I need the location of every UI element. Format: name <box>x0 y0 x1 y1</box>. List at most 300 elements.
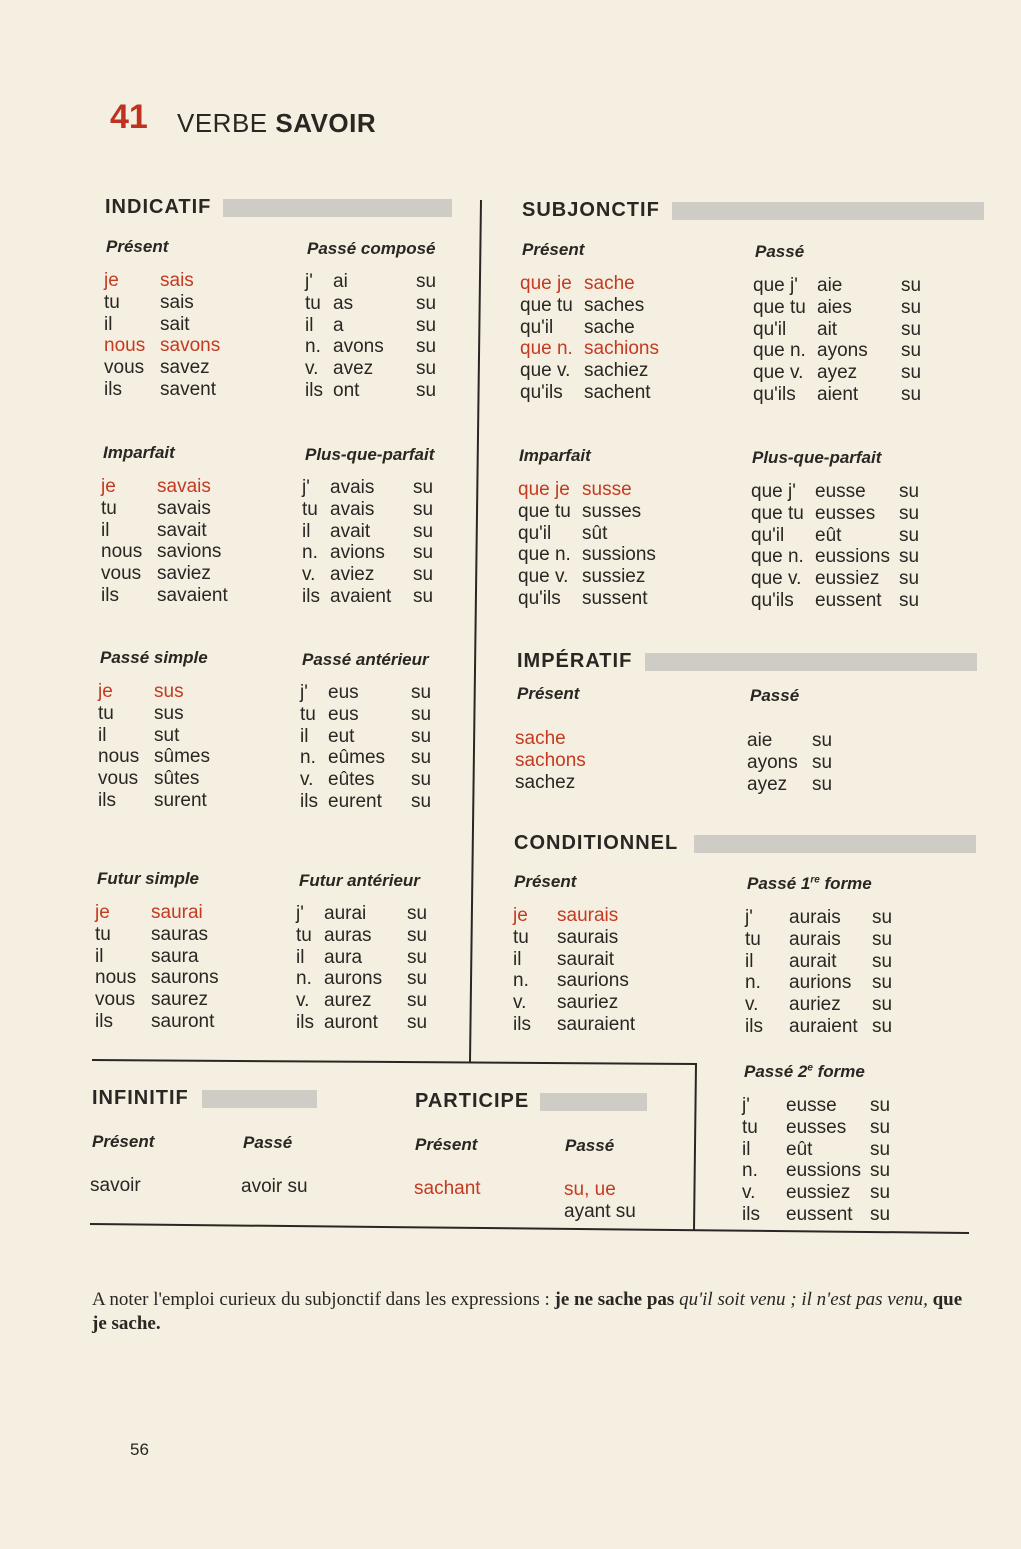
conjugation-cell: aie <box>817 275 843 296</box>
conjugation-cell: su <box>407 990 428 1012</box>
conjugation-row <box>515 728 665 750</box>
conjugation-cell: eusse <box>786 1095 837 1116</box>
conjugation-cell: eurent <box>328 790 382 812</box>
conjugation-row <box>515 750 665 772</box>
conjugation-row <box>101 476 251 498</box>
conjugation-cell: su <box>899 502 920 524</box>
conjugation-cell: su <box>416 336 437 358</box>
conjugation-cell: eût <box>786 1138 813 1160</box>
conjugation-row <box>95 924 245 946</box>
conjugation-cell: avait <box>330 520 371 542</box>
conjugation-row <box>300 704 450 726</box>
conjugation-cell: su <box>899 546 920 568</box>
conjugation-cell: saches <box>584 294 645 316</box>
conjugation-cell: su <box>901 275 922 296</box>
conjugation-cell: ils <box>302 585 320 607</box>
conjugation-row <box>302 477 452 499</box>
conjugation-cell: eussions <box>786 1160 861 1182</box>
conjugation-cell: n. <box>745 972 761 994</box>
conjugation-cell: tu <box>745 928 761 950</box>
tense-label: Présent <box>514 872 577 891</box>
section-imperatif <box>517 650 977 672</box>
conjugation-row <box>518 523 678 545</box>
conjugation-cell: que v. <box>751 568 802 590</box>
conjugation-row <box>520 360 680 382</box>
conjugation-cell: a <box>333 314 344 336</box>
conjugation-cell: su <box>901 318 922 340</box>
conjugation-row <box>296 1012 446 1034</box>
conjugation-cell: tu <box>98 702 114 724</box>
conjugation-cell: n. <box>296 968 312 990</box>
conjugation-cell: su <box>413 564 434 586</box>
section-imperatif-label: IMPÉRATIF <box>517 650 633 672</box>
conjugation-cell: sachions <box>584 338 659 360</box>
conjugation-cell: vous <box>101 563 142 585</box>
conjugation-row <box>747 752 897 774</box>
conjugation-row <box>520 273 680 295</box>
conjugation-cell: ayons <box>817 340 868 362</box>
tense-label: Plus-que-parfait <box>752 448 882 467</box>
conjugation-row <box>95 902 245 924</box>
conjugation-cell: n. <box>742 1160 758 1182</box>
conjugation-cell: saurons <box>151 967 219 989</box>
title-verb: SAVOIR <box>275 108 377 138</box>
conjugation-cell: qu'ils <box>520 381 563 403</box>
conjugation-cell: su <box>899 589 920 611</box>
verb-number: 41 <box>110 98 148 136</box>
conjugation-cell: tu <box>300 703 316 725</box>
conjugation-cell: auriez <box>789 994 841 1016</box>
conjugation-cell: saurais <box>557 905 619 926</box>
conjugation-row <box>101 563 251 585</box>
usage-note <box>92 1288 977 1336</box>
note-bold: que je sache. <box>92 1289 963 1334</box>
tense-label: Plus-que-parfait <box>305 445 435 464</box>
conjugation-cell: que tu <box>520 294 573 316</box>
conjugation-cell: ai <box>333 271 348 292</box>
conjugation-cell: que tu <box>753 296 806 318</box>
conjugation-cell: su <box>411 703 432 725</box>
conjugation-row <box>302 564 452 586</box>
conjugation-row <box>753 297 928 319</box>
conjugation-cell: il <box>302 520 311 542</box>
conj-indicatif-futur-simple <box>95 902 245 1033</box>
conjugation-cell: su <box>411 747 432 769</box>
conjugation-cell: su <box>411 769 432 791</box>
conjugation-row <box>753 340 928 362</box>
conjugation-cell: v. <box>300 769 314 791</box>
conjugation-cell: ils <box>98 789 116 811</box>
conjugation-cell: eusses <box>815 502 876 524</box>
conjugation-cell: su <box>901 296 922 318</box>
conjugation-cell: aura <box>324 946 363 968</box>
conjugation-cell: sauraient <box>557 1013 636 1035</box>
conj-indicatif-present <box>104 270 254 401</box>
conjugation-row <box>742 1182 902 1204</box>
conjugation-row <box>305 315 455 337</box>
participe-passe: su, ue <box>564 1179 616 1200</box>
conjugation-row <box>98 703 248 725</box>
conjugation-row <box>98 681 248 703</box>
conjugation-row <box>296 968 446 990</box>
conjugation-row <box>95 946 245 968</box>
conjugation-cell: su <box>872 928 893 950</box>
conjugation-cell: saurai <box>151 902 203 923</box>
conjugation-cell: ils <box>300 790 318 812</box>
conjugation-cell: n. <box>305 336 321 358</box>
conjugation-row <box>747 774 897 796</box>
conjugation-cell: eussions <box>815 546 890 568</box>
conjugation-cell: aie <box>747 730 773 751</box>
conjugation-row <box>520 338 680 360</box>
conjugation-cell: que v. <box>753 362 804 384</box>
conjugation-row <box>300 726 450 748</box>
conjugation-cell: su <box>413 520 434 542</box>
conjugation-row <box>305 336 455 358</box>
conjugation-cell: v. <box>513 992 527 1014</box>
conjugation-cell: saurais <box>557 926 619 948</box>
conjugation-cell: je <box>513 905 528 926</box>
conjugation-cell: sachent <box>584 381 651 403</box>
conjugation-cell: saurez <box>151 989 209 1011</box>
conj-subjonctif-plus-que-parfait <box>751 481 926 612</box>
note-bold: je ne sache pas <box>554 1289 675 1310</box>
tense-label: Futur antérieur <box>299 871 420 890</box>
tense-label: Passé antérieur <box>302 650 429 669</box>
conjugation-cell: nous <box>104 335 146 357</box>
conjugation-cell: vous <box>104 357 145 379</box>
conjugation-cell: sussions <box>582 544 656 566</box>
conjugation-cell: avez <box>333 358 374 380</box>
section-infinitif <box>92 1087 317 1109</box>
infinitif-present: savoir <box>90 1175 141 1196</box>
conjugation-cell: sachiez <box>584 360 649 382</box>
infinitif-top-rule <box>92 1060 697 1064</box>
conjugation-cell: v. <box>305 358 319 380</box>
conjugation-cell: ils <box>742 1203 760 1225</box>
conjugation-row <box>753 319 928 341</box>
conjugation-cell: j' <box>302 477 310 498</box>
conjugation-cell: savait <box>157 519 207 541</box>
conjugation-row <box>104 357 254 379</box>
conjugation-row <box>742 1117 902 1139</box>
conjugation-cell: saurions <box>557 970 629 992</box>
conjugation-cell: savais <box>157 476 211 497</box>
conjugation-cell: sauriez <box>557 992 619 1014</box>
conjugation-cell: il <box>300 725 309 747</box>
conjugation-cell: je <box>95 902 110 923</box>
section-subjonctif <box>522 199 984 221</box>
conjugation-cell: tu <box>95 923 111 945</box>
conjugation-cell: je <box>98 681 113 702</box>
conjugation-cell: que tu <box>751 502 804 524</box>
conjugation-cell: ils <box>101 584 119 606</box>
conjugation-cell: su <box>416 292 437 314</box>
conjugation-cell: il <box>104 313 113 335</box>
conjugation-cell: tu <box>101 497 117 519</box>
conjugation-row <box>745 951 905 973</box>
conjugation-cell: ils <box>305 379 323 401</box>
tense-label: Imparfait <box>103 443 175 462</box>
conjugation-row <box>302 521 452 543</box>
conjugation-cell: eussent <box>786 1203 853 1225</box>
conjugation-cell: nous <box>95 967 137 989</box>
conjugation-cell: vous <box>98 768 139 790</box>
conjugation-cell: saurait <box>557 948 615 970</box>
conjugation-row <box>751 503 926 525</box>
conjugation-row <box>300 682 450 704</box>
conjugation-row <box>300 769 450 791</box>
conjugation-row <box>513 1014 663 1036</box>
conjugation-row <box>745 1016 905 1038</box>
conjugation-cell: sut <box>154 724 180 746</box>
tense-label: Passé <box>750 686 800 705</box>
section-conditionnel-label: CONDITIONNEL <box>514 832 679 854</box>
conjugation-row <box>518 544 678 566</box>
conjugation-cell: surent <box>154 789 207 811</box>
conjugation-cell: su <box>416 271 437 292</box>
conjugation-row <box>95 967 245 989</box>
conjugation-cell: su <box>899 481 920 502</box>
conjugation-cell: nous <box>101 541 143 563</box>
conjugation-row <box>305 271 455 293</box>
conjugation-row <box>98 790 248 812</box>
conjugation-cell: eût <box>815 524 842 546</box>
conjugation-row <box>305 293 455 315</box>
conjugation-cell: qu'il <box>751 524 785 546</box>
conjugation-cell: aurais <box>789 928 841 950</box>
conjugation-cell: su <box>870 1182 891 1204</box>
conjugation-cell: vous <box>95 989 136 1011</box>
conjugation-cell: su <box>416 358 437 380</box>
conjugation-cell: tu <box>742 1116 758 1138</box>
conjugation-row <box>515 772 665 794</box>
conjugation-cell: sussiez <box>582 566 646 588</box>
conjugation-cell: nous <box>98 746 140 768</box>
conjugation-cell: v. <box>296 990 310 1012</box>
conj-indicatif-passe-anterieur <box>300 682 450 813</box>
conjugation-cell: sus <box>154 702 184 724</box>
conjugation-cell: eus <box>328 703 359 725</box>
conjugation-row <box>300 791 450 813</box>
tense-label: Présent <box>92 1132 155 1151</box>
conjugation-cell: qu'il <box>520 316 554 338</box>
conjugation-cell: aies <box>817 296 852 318</box>
conjugation-row <box>302 542 452 564</box>
section-infinitif-label: INFINITIF <box>92 1087 189 1109</box>
conjugation-row <box>745 994 905 1016</box>
conjugation-cell: v. <box>745 994 759 1016</box>
conjugation-cell: ils <box>95 1010 113 1032</box>
tense-label: Présent <box>517 684 580 703</box>
conjugation-cell: su <box>901 383 922 405</box>
conjugation-row <box>751 568 926 590</box>
note-text: A noter l'emploi curieux du subjonctif dans les expressions : <box>92 1289 555 1310</box>
conjugation-cell: j' <box>300 682 308 703</box>
conjugation-cell: eussent <box>815 589 882 611</box>
conjugation-cell: su <box>413 585 434 607</box>
conjugation-row <box>520 382 680 404</box>
conjugation-cell: su <box>872 994 893 1016</box>
conjugation-row <box>101 520 251 542</box>
conjugation-cell: tu <box>296 924 312 946</box>
section-participe <box>415 1090 647 1112</box>
participe-present: sachant <box>414 1178 481 1199</box>
conjugation-cell: su <box>872 950 893 972</box>
conjugation-cell: il <box>95 945 104 967</box>
conjugation-cell: que v. <box>518 566 569 588</box>
participe-right-rule <box>694 1064 696 1230</box>
conjugation-row <box>95 989 245 1011</box>
conjugation-cell: sus <box>154 681 184 702</box>
conjugation-row <box>745 929 905 951</box>
conjugation-row <box>751 481 926 503</box>
conjugation-row <box>101 585 251 607</box>
conjugation-row <box>751 590 926 612</box>
conjugation-cell: que n. <box>520 338 573 360</box>
tense-label: Présent <box>522 240 585 259</box>
section-band <box>202 1090 317 1108</box>
conjugation-cell: qu'ils <box>518 587 561 609</box>
conjugation-cell: avais <box>330 477 375 498</box>
conjugation-cell: ayons <box>747 751 798 773</box>
conjugation-cell: il <box>745 950 754 972</box>
conjugation-row <box>296 990 446 1012</box>
conjugation-cell: su <box>812 751 833 773</box>
conjugation-row <box>753 275 928 297</box>
conjugation-cell: que tu <box>518 500 571 522</box>
conjugation-cell: aient <box>817 383 859 405</box>
conjugation-cell: eûtes <box>328 769 375 791</box>
conjugation-cell: il <box>98 724 107 746</box>
conjugation-row <box>745 907 905 929</box>
conjugation-cell: eut <box>328 725 355 747</box>
conjugation-cell: sache <box>515 728 566 749</box>
conjugation-cell: su <box>413 542 434 564</box>
conjugation-cell: ils <box>104 378 122 400</box>
conjugation-cell: sûmes <box>154 746 210 768</box>
conjugation-row <box>518 588 678 610</box>
tense-label: Passé 2e forme <box>744 1062 865 1081</box>
conjugation-row <box>751 525 926 547</box>
conjugation-cell: j' <box>742 1095 750 1116</box>
section-indicatif <box>105 196 452 218</box>
conjugation-row <box>104 270 254 292</box>
conjugation-row <box>742 1204 902 1226</box>
conjugation-row <box>513 992 663 1014</box>
conjugation-row <box>104 292 254 314</box>
conjugation-cell: sais <box>160 291 194 313</box>
conjugation-cell: avais <box>330 498 375 520</box>
conjugation-cell: avaient <box>330 585 392 607</box>
conjugation-cell: su <box>872 1015 893 1037</box>
center-divider <box>470 200 481 1062</box>
conjugation-row <box>98 768 248 790</box>
section-band <box>672 202 984 220</box>
conjugation-cell: saura <box>151 945 199 967</box>
conj-conditionnel-passe-1 <box>745 907 905 1038</box>
tense-label: Imparfait <box>519 446 591 465</box>
conj-imperatif-present <box>515 728 665 793</box>
conjugation-cell: su <box>870 1116 891 1138</box>
conjugation-row <box>518 566 678 588</box>
tense-label: Futur simple <box>97 869 200 888</box>
conjugation-cell: ayez <box>817 362 858 384</box>
conjugation-cell: qu'ils <box>751 589 794 611</box>
tense-label: Passé <box>565 1136 615 1155</box>
conjugation-cell: as <box>333 292 354 314</box>
conjugation-cell: eussiez <box>786 1182 851 1204</box>
conjugation-cell: su <box>899 568 920 590</box>
conj-indicatif-imparfait <box>101 476 251 607</box>
conjugation-cell: qu'ils <box>753 383 796 405</box>
conjugation-cell: auraient <box>789 1015 858 1037</box>
conj-indicatif-passe-compose <box>305 271 455 402</box>
section-band <box>540 1093 647 1111</box>
conj-indicatif-passe-simple <box>98 681 248 812</box>
conjugation-cell: aurai <box>324 903 367 924</box>
conjugation-row <box>518 501 678 523</box>
conjugation-row <box>302 499 452 521</box>
conjugation-cell: su <box>901 340 922 362</box>
conjugation-cell: n. <box>300 747 316 769</box>
conjugation-cell: tu <box>305 292 321 314</box>
conjugation-cell: il <box>305 314 314 336</box>
conjugation-cell: sût <box>582 522 608 544</box>
conjugation-cell: il <box>513 948 522 970</box>
conjugation-cell: su <box>870 1160 891 1182</box>
conjugation-cell: su <box>411 790 432 812</box>
conjugation-cell: aurais <box>789 907 841 928</box>
conjugation-cell: sachons <box>515 749 586 771</box>
conjugation-cell: v. <box>302 564 316 586</box>
conj-imperatif-passe <box>747 730 897 795</box>
conjugation-cell: su <box>416 314 437 336</box>
conjugation-row <box>296 903 446 925</box>
conjugation-cell: su <box>901 362 922 384</box>
conjugation-cell: que n. <box>518 544 571 566</box>
conjugation-cell: eusses <box>786 1116 847 1138</box>
conjugation-cell: susses <box>582 500 642 522</box>
conjugation-cell: avons <box>333 336 384 358</box>
conjugation-row <box>742 1095 902 1117</box>
conjugation-cell: j' <box>745 907 753 928</box>
conjugation-cell: je <box>101 476 116 497</box>
conj-subjonctif-imparfait <box>518 479 678 610</box>
conjugation-cell: eus <box>328 682 359 703</box>
tense-label: Passé simple <box>100 648 208 667</box>
conjugation-cell: v. <box>742 1182 756 1204</box>
conjugation-cell: sache <box>584 273 635 294</box>
participe-passe-compose: ayant su <box>564 1201 636 1222</box>
conjugation-cell: que v. <box>520 360 571 382</box>
conjugation-cell: savons <box>160 335 221 357</box>
conjugation-cell: aurez <box>324 990 372 1012</box>
tense-label: Présent <box>106 237 169 256</box>
conjugation-cell: tu <box>302 498 318 520</box>
conjugation-cell: sache <box>584 316 635 338</box>
conjugation-row <box>302 586 452 608</box>
conjugation-row <box>296 925 446 947</box>
conjugation-cell: sussent <box>582 587 648 609</box>
conjugation-cell: ils <box>745 1015 763 1037</box>
conjugation-cell: il <box>296 946 305 968</box>
conjugation-row <box>104 335 254 357</box>
conjugation-row <box>745 972 905 994</box>
conjugation-cell: savez <box>160 357 210 379</box>
section-participe-label: PARTICIPE <box>415 1090 530 1112</box>
conjugation-cell: su <box>416 379 437 401</box>
